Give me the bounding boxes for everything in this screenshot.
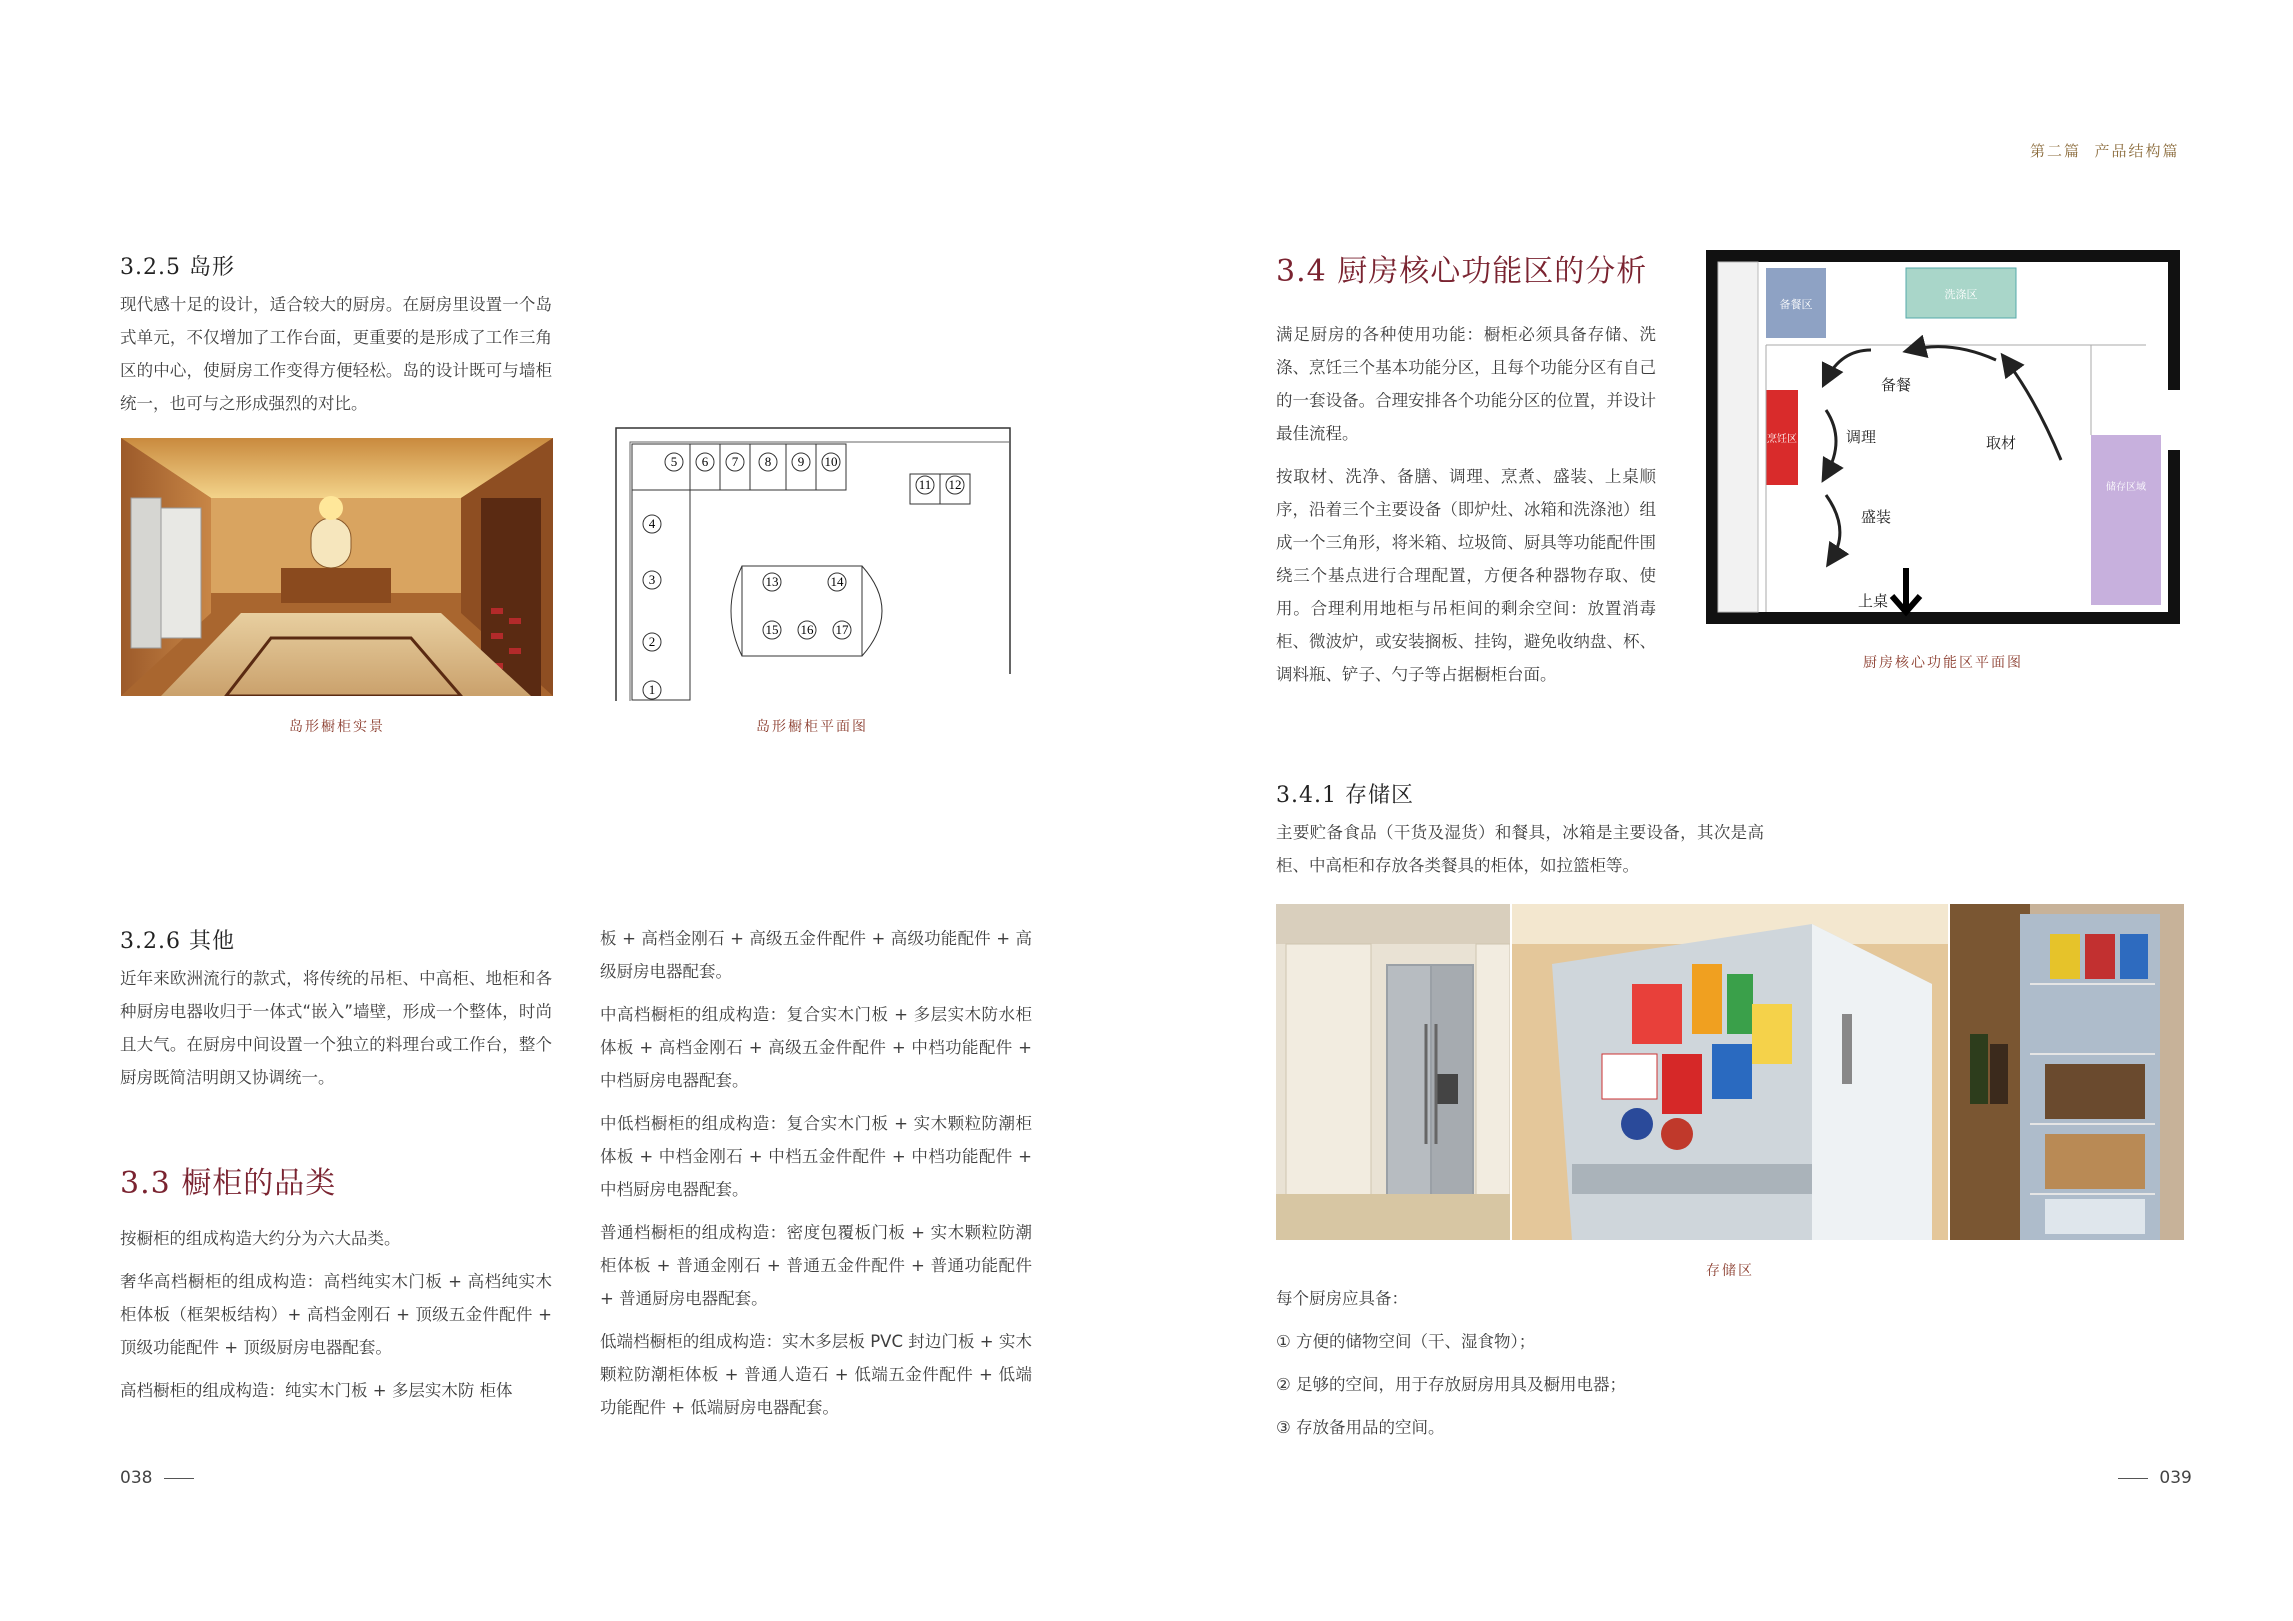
- plan-number: 5: [670, 454, 678, 469]
- zone-wash-label: 洗涤区: [1944, 288, 1978, 301]
- paragraph: 奢华高档橱柜的组成构造：高档纯实木门板 + 高档纯实木柜体板（框架板结构）+ 高档金刚石 + 顶级五金件配件 + 顶级功能配件 + 顶级厨房电器配套。: [120, 1272, 552, 1357]
- label-cook: 调理: [1846, 428, 1877, 446]
- plan-number: 4: [648, 516, 656, 531]
- section-heading-3-3: 3.3 橱柜的品类: [120, 1166, 337, 1201]
- island-kitchen-photo: [121, 438, 553, 696]
- label-table: 上桌: [1858, 592, 1889, 610]
- section-heading-3-2-5: 3.2.5 岛形: [120, 255, 235, 280]
- paragraph: 低端档橱柜的组成构造：实木多层板 PVC 封边门板 + 实木颗粒防潮柜体板 + 普通人造石 + 低端五金件配件 + 低端功能配件 + 低端厨房电器配套。: [600, 1332, 1032, 1417]
- section-body-3-4: [1276, 318, 1656, 701]
- paragraph: 板 + 高档金刚石 + 高级五金件配件 + 高级功能配件 + 高级厨房电器配套。: [600, 929, 1032, 981]
- zone-store-label: 储存区域: [2106, 482, 2146, 493]
- plan-number: 13: [765, 574, 779, 589]
- plan-number: 17: [835, 622, 849, 637]
- fridge-photo: [1276, 904, 1510, 1240]
- pullout-basket-photo: [1950, 904, 2184, 1240]
- storage-photo-caption: 存储区: [1706, 1263, 1754, 1279]
- plan-number: 12: [948, 477, 962, 492]
- label-fetch: 取材: [1986, 434, 2017, 452]
- section-heading-3-2-6: 3.2.6 其他: [120, 929, 235, 954]
- drawer-photo: [1512, 904, 1948, 1240]
- label-serve: 盛装: [1861, 508, 1892, 526]
- island-photo-caption: 岛形橱柜实景: [289, 719, 385, 735]
- paragraph: 中高档橱柜的组成构造：复合实木门板 + 多层实木防水柜体板 + 高档金刚石 + 高级五金件配件 + 中档功能配件 + 中档厨房电器配套。: [600, 1005, 1032, 1090]
- paragraph: 按橱柜的组成构造大约分为六大品类。: [120, 1229, 401, 1248]
- plan-number: 2: [648, 634, 656, 649]
- zone-prep-label: 备餐区: [1779, 298, 1813, 311]
- plan-number: 3: [648, 572, 656, 587]
- paragraph: 按取材、洗净、备膳、调理、烹煮、盛装、上桌顺序，沿着三个主要设备（即炉灶、冰箱和洗涤池）组成一个三角形，将米箱、垃圾筒、厨具等功能配件围绕三个基点进行合理配置，方便各种器物存取、使用。合理利用地柜与吊柜间的剩余空间：放置消毒柜、微波炉，或安装搁板、挂钩，避免收纳盘、杯、调料瓶、铲子、勺子等占据橱柜台面。: [1276, 467, 1656, 684]
- paragraph: 高档橱柜的组成构造：纯实木门板 + 多层实木防 柜体: [120, 1381, 513, 1400]
- paragraph: 中低档橱柜的组成构造：复合实木门板 + 实木颗粒防潮柜体板 + 中档金刚石 + 中档五金件配件 + 中档功能配件 + 中档厨房电器配套。: [600, 1114, 1032, 1199]
- page-number-right: [2118, 1468, 2192, 1488]
- plan-number: 1: [648, 682, 656, 697]
- section-heading-3-4-1: 3.4.1 存储区: [1276, 783, 1414, 808]
- section-body-3-2-6: 近年来欧洲流行的款式，将传统的吊柜、中高柜、地柜和各种厨房电器收归于一体式“嵌入”墙壁，形成一个整体，时尚且大气。在厨房中间设置一个独立的料理台或工作台，整个厨房既简洁明朗又协调统一。: [120, 969, 552, 1087]
- island-plan-caption: 岛形橱柜平面图: [756, 719, 868, 735]
- plan-number: 7: [731, 454, 739, 469]
- plan-number: 9: [797, 454, 805, 469]
- list-title: 每个厨房应具备：: [1276, 1289, 1408, 1308]
- zone-cook-label: 烹饪区: [1767, 434, 1797, 445]
- left-column-2: [600, 922, 1032, 1434]
- page-number-left: [120, 1468, 194, 1488]
- plan-number: 10: [824, 454, 838, 469]
- label-prep: 备餐: [1881, 376, 1912, 394]
- diagram-caption: 厨房核心功能区平面图: [1863, 655, 2023, 671]
- island-floor-plan: [612, 426, 1012, 701]
- section-body-3-2-5: 现代感十足的设计，适合较大的厨房。在厨房里设置一个岛式单元，不仅增加了工作台面，更重要的是形成了工作三角区的中心，使厨房工作变得方便轻松。岛的设计既可与墙柜统一，也可与之形成强烈的对比。: [120, 295, 552, 413]
- paragraph: 普通档橱柜的组成构造：密度包覆板门板 + 实木颗粒防潮柜体板 + 普通金刚石 + 普通五金件配件 + 普通功能配件 + 普通厨房电器配套。: [600, 1223, 1032, 1308]
- plan-number: 16: [800, 622, 814, 637]
- plan-number: 6: [701, 454, 709, 469]
- plan-number: 11: [918, 477, 932, 492]
- list-item: ② 足够的空间，用于存放厨房用具及橱用电器；: [1276, 1375, 1627, 1394]
- storage-requirements: [1276, 1282, 1876, 1454]
- section-heading-3-4: 3.4 厨房核心功能区的分析: [1276, 254, 1648, 289]
- plan-number: 14: [830, 574, 844, 589]
- list-item: ③ 存放备用品的空间。: [1276, 1418, 1445, 1437]
- divider: [164, 1478, 194, 1479]
- plan-number: 8: [764, 454, 772, 469]
- section-body-3-4-1: 主要贮备食品（干货及湿货）和餐具，冰箱是主要设备，其次是高柜、中高柜和存放各类餐具的柜体，如拉篮柜等。: [1276, 823, 1764, 875]
- divider: [2118, 1478, 2148, 1479]
- kitchen-zones-diagram: [1706, 250, 2180, 624]
- running-header: 第二篇 产品结构篇: [2030, 142, 2180, 160]
- page-number-text: 039: [2159, 1468, 2192, 1488]
- list-item: ① 方便的储物空间（干、湿食物）；: [1276, 1332, 1536, 1351]
- page-number-text: 038: [120, 1468, 153, 1488]
- plan-number: 15: [765, 622, 779, 637]
- paragraph: 满足厨房的各种使用功能：橱柜必须具备存储、洗涤、烹饪三个基本功能分区，且每个功能分区有自己的一套设备。合理安排各个功能分区的位置，并设计最佳流程。: [1276, 325, 1656, 443]
- section-body-3-3: [120, 1222, 552, 1417]
